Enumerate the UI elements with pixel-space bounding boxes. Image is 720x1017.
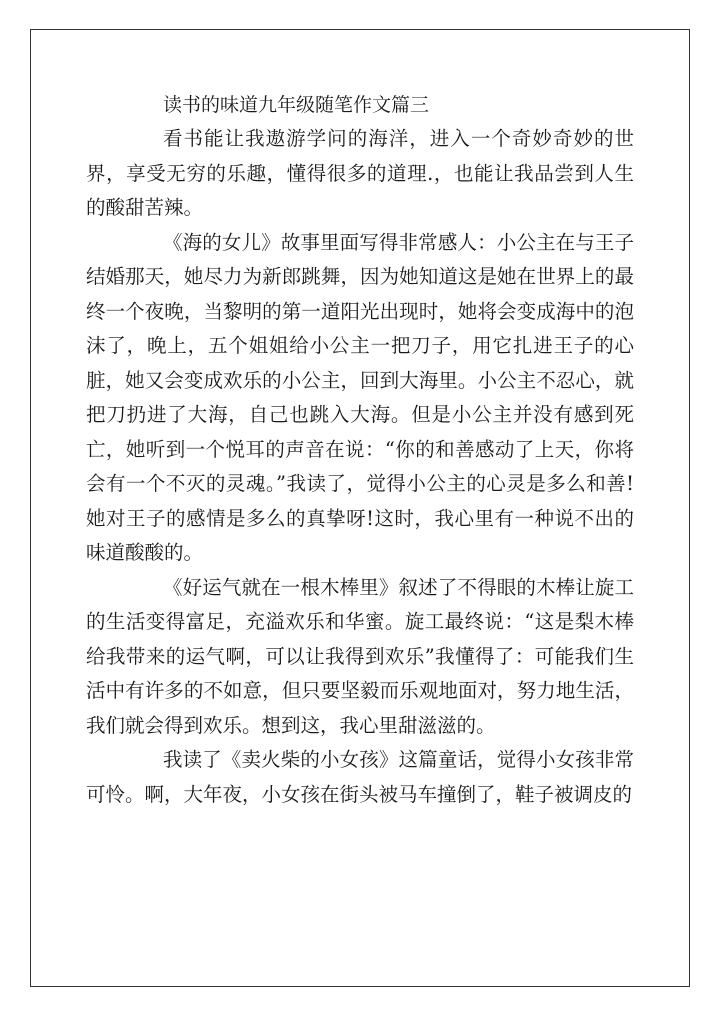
paragraph-intro: 看书能让我遨游学问的海洋，进入一个奇妙奇妙的世界，享受无穷的乐趣，懂得很多的道理.，也能让我品尝到人生的酸甜苦辣。 [86,127,634,219]
paragraph-little-mermaid: 《海的女儿》故事里面写得非常感人：小公主在与王子结婚那天，她尽力为新郎跳舞，因为她知道这是她在世界上的最终一个夜晚，当黎明的第一道阳光出现时，她将会变成海中的泡沫了，晚上，五个姐姐给小公主一把刀子，用它扎进王子的心脏，她又会变成欢乐的小公主，回到大海里。小公主不忍心，就把刀扔进了大海，自己也跳入大海。但是小公主并没有感到死亡，她听到一个悦耳的声音在说：“你的和善感动了上天，你将会有一个不灭的灵魂。”我读了，觉得小公主的心灵是多么和善!她对王子的感情是多么的真挚呀!这时，我心里有一种说不出的味道酸酸的。 [86,230,634,564]
paragraph-match-girl: 我读了《卖火柴的小女孩》这篇童话，觉得小女孩非常可怜。啊，大年夜，小女孩在街头被马车撞倒了，鞋子被调皮的 [86,748,634,806]
paragraph-lucky-stick: 《好运气就在一根木棒里》叙述了不得眼的木棒让旋工的生活变得富足，充溢欢乐和华蜜。旋工最终说：“这是梨木棒给我带来的运气啊，可以让我得到欢乐”我懂得了：可能我们生活中有许多的不如意，但只要坚毅而乐观地面对，努力地生活，我们就会得到欢乐。想到这，我心里甜滋滋的。 [86,575,634,737]
document-body [86,89,634,812]
document-title: 读书的味道九年级随笔作文篇三 [163,94,430,116]
